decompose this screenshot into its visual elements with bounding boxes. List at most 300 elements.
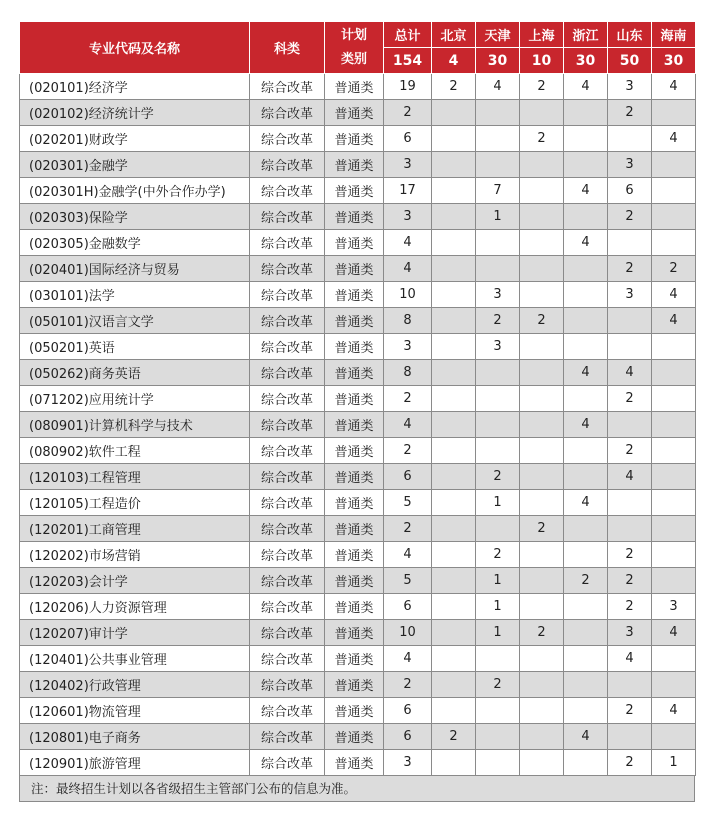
header-province-count: 30	[652, 48, 696, 74]
kind-cell: 综合改革	[250, 620, 325, 646]
table-row	[20, 308, 696, 334]
table-row	[20, 646, 696, 672]
plan-type-cell: 普通类	[325, 698, 384, 724]
major-name-cell: (120202)市场营销	[20, 542, 250, 568]
header-province-count: 30	[564, 48, 608, 74]
province-count-cell	[564, 698, 608, 724]
province-count-cell	[564, 750, 608, 776]
province-count-cell: 2	[608, 542, 652, 568]
province-count-cell	[520, 594, 564, 620]
table-row	[20, 724, 696, 750]
major-name-cell: (030101)法学	[20, 282, 250, 308]
major-name-cell: (120201)工商管理	[20, 516, 250, 542]
major-name-cell: (120601)物流管理	[20, 698, 250, 724]
province-count-cell: 3	[608, 282, 652, 308]
total-cell: 3	[384, 750, 432, 776]
header-total-value: 154	[384, 48, 432, 74]
kind-cell: 综合改革	[250, 204, 325, 230]
enrollment-table	[19, 21, 696, 776]
plan-type-cell: 普通类	[325, 360, 384, 386]
plan-type-cell: 普通类	[325, 126, 384, 152]
province-count-cell: 2	[476, 672, 520, 698]
kind-cell: 综合改革	[250, 152, 325, 178]
header-plan-line2: 类别	[340, 51, 367, 67]
table-row	[20, 100, 696, 126]
province-count-cell	[564, 438, 608, 464]
province-count-cell	[520, 542, 564, 568]
header-province: 天津	[476, 22, 520, 48]
kind-cell: 综合改革	[250, 646, 325, 672]
major-name-cell: (020301H)金融学(中外合作办学)	[20, 178, 250, 204]
major-name-cell: (050201)英语	[20, 334, 250, 360]
province-count-cell	[652, 178, 696, 204]
header-name: 专业代码及名称	[20, 22, 250, 74]
total-cell: 6	[384, 126, 432, 152]
province-count-cell	[432, 672, 476, 698]
province-count-cell	[476, 126, 520, 152]
province-count-cell	[476, 386, 520, 412]
table-row	[20, 412, 696, 438]
province-count-cell	[520, 724, 564, 750]
kind-cell: 综合改革	[250, 230, 325, 256]
plan-type-cell: 普通类	[325, 256, 384, 282]
province-count-cell	[432, 126, 476, 152]
province-count-cell	[520, 672, 564, 698]
province-count-cell	[476, 724, 520, 750]
province-count-cell	[564, 152, 608, 178]
province-count-cell	[608, 724, 652, 750]
province-count-cell: 4	[652, 282, 696, 308]
province-count-cell: 4	[564, 490, 608, 516]
province-count-cell	[564, 542, 608, 568]
province-count-cell	[520, 568, 564, 594]
table-row	[20, 620, 696, 646]
province-count-cell	[608, 308, 652, 334]
province-count-cell: 2	[476, 464, 520, 490]
major-name-cell: (071202)应用统计学	[20, 386, 250, 412]
total-cell: 4	[384, 646, 432, 672]
header-province: 北京	[432, 22, 476, 48]
province-count-cell	[520, 438, 564, 464]
kind-cell: 综合改革	[250, 698, 325, 724]
province-count-cell	[520, 412, 564, 438]
major-name-cell: (120206)人力资源管理	[20, 594, 250, 620]
province-count-cell	[432, 542, 476, 568]
kind-cell: 综合改革	[250, 594, 325, 620]
header-province-count: 30	[476, 48, 520, 74]
province-count-cell	[652, 516, 696, 542]
province-count-cell: 4	[564, 178, 608, 204]
province-count-cell: 2	[432, 724, 476, 750]
province-count-cell: 2	[520, 516, 564, 542]
kind-cell: 综合改革	[250, 542, 325, 568]
province-count-cell: 4	[564, 360, 608, 386]
table-row	[20, 542, 696, 568]
major-name-cell: (120103)工程管理	[20, 464, 250, 490]
table-row	[20, 672, 696, 698]
province-count-cell: 2	[432, 74, 476, 100]
province-count-cell	[432, 360, 476, 386]
kind-cell: 综合改革	[250, 438, 325, 464]
kind-cell: 综合改革	[250, 516, 325, 542]
major-name-cell: (120203)会计学	[20, 568, 250, 594]
province-count-cell: 2	[608, 594, 652, 620]
total-cell: 5	[384, 568, 432, 594]
plan-type-cell: 普通类	[325, 438, 384, 464]
plan-type-cell: 普通类	[325, 386, 384, 412]
table-header	[20, 22, 696, 74]
province-count-cell	[520, 152, 564, 178]
major-name-cell: (020301)金融学	[20, 152, 250, 178]
total-cell: 2	[384, 672, 432, 698]
province-count-cell	[652, 542, 696, 568]
header-province: 上海	[520, 22, 564, 48]
province-count-cell	[564, 464, 608, 490]
header-province-count: 50	[608, 48, 652, 74]
province-count-cell: 2	[608, 386, 652, 412]
major-name-cell: (050262)商务英语	[20, 360, 250, 386]
province-count-cell: 2	[520, 126, 564, 152]
kind-cell: 综合改革	[250, 464, 325, 490]
province-count-cell	[564, 256, 608, 282]
province-count-cell: 1	[476, 620, 520, 646]
total-cell: 4	[384, 230, 432, 256]
kind-cell: 综合改革	[250, 308, 325, 334]
province-count-cell	[652, 204, 696, 230]
province-count-cell	[432, 152, 476, 178]
major-name-cell: (020102)经济统计学	[20, 100, 250, 126]
table-row	[20, 126, 696, 152]
total-cell: 2	[384, 100, 432, 126]
plan-type-cell: 普通类	[325, 516, 384, 542]
province-count-cell	[432, 594, 476, 620]
province-count-cell: 3	[476, 282, 520, 308]
province-count-cell	[564, 126, 608, 152]
province-count-cell	[652, 386, 696, 412]
province-count-cell	[652, 438, 696, 464]
province-count-cell: 2	[564, 568, 608, 594]
major-name-cell: (020305)金融数学	[20, 230, 250, 256]
table-row	[20, 750, 696, 776]
enrollment-plan	[19, 21, 695, 802]
major-name-cell: (050101)汉语言文学	[20, 308, 250, 334]
province-count-cell	[652, 646, 696, 672]
kind-cell: 综合改革	[250, 412, 325, 438]
plan-type-cell: 普通类	[325, 490, 384, 516]
province-count-cell	[432, 464, 476, 490]
total-cell: 10	[384, 620, 432, 646]
province-count-cell	[652, 724, 696, 750]
province-count-cell: 4	[564, 412, 608, 438]
kind-cell: 综合改革	[250, 282, 325, 308]
province-count-cell	[608, 230, 652, 256]
total-cell: 6	[384, 594, 432, 620]
major-name-cell: (120401)公共事业管理	[20, 646, 250, 672]
header-province-count: 4	[432, 48, 476, 74]
province-count-cell	[564, 620, 608, 646]
province-count-cell: 4	[564, 230, 608, 256]
province-count-cell	[476, 360, 520, 386]
header-plan	[325, 22, 384, 74]
province-count-cell	[432, 698, 476, 724]
total-cell: 19	[384, 74, 432, 100]
province-count-cell	[432, 750, 476, 776]
major-name-cell: (080901)计算机科学与技术	[20, 412, 250, 438]
province-count-cell	[564, 100, 608, 126]
province-count-cell	[520, 360, 564, 386]
province-count-cell: 1	[476, 490, 520, 516]
header-total: 总计	[384, 22, 432, 48]
province-count-cell	[652, 672, 696, 698]
total-cell: 2	[384, 386, 432, 412]
province-count-cell: 4	[608, 360, 652, 386]
province-count-cell	[652, 360, 696, 386]
province-count-cell: 2	[520, 74, 564, 100]
total-cell: 6	[384, 724, 432, 750]
table-row	[20, 464, 696, 490]
total-cell: 3	[384, 334, 432, 360]
province-count-cell	[432, 256, 476, 282]
province-count-cell: 2	[476, 542, 520, 568]
province-count-cell	[520, 490, 564, 516]
province-count-cell	[476, 750, 520, 776]
kind-cell: 综合改革	[250, 672, 325, 698]
kind-cell: 综合改革	[250, 126, 325, 152]
province-count-cell	[432, 412, 476, 438]
province-count-cell: 2	[608, 568, 652, 594]
province-count-cell	[432, 334, 476, 360]
province-count-cell: 4	[564, 724, 608, 750]
total-cell: 4	[384, 256, 432, 282]
footnote: 注：最终招生计划以各省级招生主管部门公布的信息为准。	[19, 776, 695, 802]
province-count-cell	[520, 334, 564, 360]
major-name-cell: (120901)旅游管理	[20, 750, 250, 776]
province-count-cell	[520, 386, 564, 412]
province-count-cell: 4	[652, 74, 696, 100]
province-count-cell	[476, 516, 520, 542]
plan-type-cell: 普通类	[325, 204, 384, 230]
plan-type-cell: 普通类	[325, 724, 384, 750]
province-count-cell	[564, 672, 608, 698]
province-count-cell	[652, 230, 696, 256]
total-cell: 4	[384, 542, 432, 568]
province-count-cell	[652, 100, 696, 126]
province-count-cell	[520, 282, 564, 308]
plan-type-cell: 普通类	[325, 568, 384, 594]
table-row	[20, 152, 696, 178]
province-count-cell: 3	[608, 152, 652, 178]
province-count-cell	[564, 308, 608, 334]
province-count-cell: 6	[608, 178, 652, 204]
major-name-cell: (120402)行政管理	[20, 672, 250, 698]
plan-type-cell: 普通类	[325, 230, 384, 256]
province-count-cell	[432, 178, 476, 204]
province-count-cell	[520, 464, 564, 490]
plan-type-cell: 普通类	[325, 308, 384, 334]
header-province: 浙江	[564, 22, 608, 48]
plan-type-cell: 普通类	[325, 542, 384, 568]
major-name-cell: (120801)电子商务	[20, 724, 250, 750]
province-count-cell	[608, 126, 652, 152]
kind-cell: 综合改革	[250, 724, 325, 750]
table-row	[20, 178, 696, 204]
province-count-cell: 4	[608, 646, 652, 672]
plan-type-cell: 普通类	[325, 672, 384, 698]
header-province: 山东	[608, 22, 652, 48]
province-count-cell	[608, 412, 652, 438]
province-count-cell: 7	[476, 178, 520, 204]
province-count-cell: 4	[652, 698, 696, 724]
province-count-cell: 2	[608, 750, 652, 776]
kind-cell: 综合改革	[250, 750, 325, 776]
province-count-cell	[564, 282, 608, 308]
province-count-cell	[520, 698, 564, 724]
table-row	[20, 386, 696, 412]
province-count-cell	[652, 152, 696, 178]
total-cell: 2	[384, 438, 432, 464]
table-row	[20, 568, 696, 594]
province-count-cell	[520, 646, 564, 672]
major-name-cell: (020201)财政学	[20, 126, 250, 152]
kind-cell: 综合改革	[250, 334, 325, 360]
province-count-cell	[564, 516, 608, 542]
province-count-cell	[432, 490, 476, 516]
province-count-cell	[520, 256, 564, 282]
major-name-cell: (120207)审计学	[20, 620, 250, 646]
table-row	[20, 438, 696, 464]
province-count-cell	[564, 334, 608, 360]
table-row	[20, 698, 696, 724]
total-cell: 3	[384, 204, 432, 230]
province-count-cell	[432, 438, 476, 464]
province-count-cell	[432, 386, 476, 412]
major-name-cell: (020401)国际经济与贸易	[20, 256, 250, 282]
total-cell: 8	[384, 308, 432, 334]
province-count-cell	[652, 490, 696, 516]
province-count-cell: 3	[652, 594, 696, 620]
plan-type-cell: 普通类	[325, 594, 384, 620]
province-count-cell: 1	[476, 204, 520, 230]
province-count-cell	[432, 282, 476, 308]
plan-type-cell: 普通类	[325, 178, 384, 204]
province-count-cell	[476, 438, 520, 464]
table-row	[20, 360, 696, 386]
table-row	[20, 594, 696, 620]
province-count-cell: 3	[608, 620, 652, 646]
total-cell: 5	[384, 490, 432, 516]
province-count-cell: 2	[476, 308, 520, 334]
header-plan-line1: 计划	[340, 27, 367, 43]
province-count-cell	[432, 516, 476, 542]
table-row	[20, 334, 696, 360]
province-count-cell	[476, 412, 520, 438]
plan-type-cell: 普通类	[325, 750, 384, 776]
province-count-cell	[608, 490, 652, 516]
table-row	[20, 204, 696, 230]
plan-type-cell: 普通类	[325, 646, 384, 672]
province-count-cell	[608, 516, 652, 542]
major-name-cell: (120105)工程造价	[20, 490, 250, 516]
province-count-cell	[564, 386, 608, 412]
province-count-cell	[564, 646, 608, 672]
total-cell: 8	[384, 360, 432, 386]
province-count-cell: 4	[652, 620, 696, 646]
province-count-cell: 2	[652, 256, 696, 282]
plan-type-cell: 普通类	[325, 620, 384, 646]
province-count-cell: 2	[520, 620, 564, 646]
province-count-cell	[520, 100, 564, 126]
province-count-cell	[432, 230, 476, 256]
province-count-cell	[652, 412, 696, 438]
plan-type-cell: 普通类	[325, 464, 384, 490]
province-count-cell	[432, 308, 476, 334]
total-cell: 6	[384, 698, 432, 724]
total-cell: 6	[384, 464, 432, 490]
total-cell: 17	[384, 178, 432, 204]
province-count-cell	[432, 100, 476, 126]
province-count-cell	[564, 594, 608, 620]
province-count-cell: 4	[652, 308, 696, 334]
major-name-cell: (080902)软件工程	[20, 438, 250, 464]
province-count-cell	[432, 620, 476, 646]
province-count-cell	[432, 204, 476, 230]
province-count-cell: 1	[476, 594, 520, 620]
province-count-cell	[652, 464, 696, 490]
header-province: 海南	[652, 22, 696, 48]
province-count-cell: 2	[608, 100, 652, 126]
total-cell: 10	[384, 282, 432, 308]
province-count-cell	[608, 334, 652, 360]
province-count-cell	[476, 100, 520, 126]
plan-type-cell: 普通类	[325, 412, 384, 438]
province-count-cell: 2	[520, 308, 564, 334]
table-row	[20, 490, 696, 516]
total-cell: 3	[384, 152, 432, 178]
plan-type-cell: 普通类	[325, 152, 384, 178]
province-count-cell	[432, 568, 476, 594]
major-name-cell: (020101)经济学	[20, 74, 250, 100]
kind-cell: 综合改革	[250, 386, 325, 412]
province-count-cell: 3	[476, 334, 520, 360]
table-body	[20, 74, 696, 776]
province-count-cell: 2	[608, 204, 652, 230]
province-count-cell	[432, 646, 476, 672]
total-cell: 4	[384, 412, 432, 438]
kind-cell: 综合改革	[250, 256, 325, 282]
province-count-cell	[520, 750, 564, 776]
province-count-cell	[652, 568, 696, 594]
province-count-cell: 2	[608, 256, 652, 282]
plan-type-cell: 普通类	[325, 100, 384, 126]
table-row	[20, 282, 696, 308]
header-province-count: 10	[520, 48, 564, 74]
province-count-cell	[520, 204, 564, 230]
province-count-cell: 4	[476, 74, 520, 100]
plan-type-cell: 普通类	[325, 334, 384, 360]
province-count-cell	[476, 152, 520, 178]
total-cell: 2	[384, 516, 432, 542]
kind-cell: 综合改革	[250, 178, 325, 204]
header-kind: 科类	[250, 22, 325, 74]
kind-cell: 综合改革	[250, 360, 325, 386]
province-count-cell	[476, 646, 520, 672]
province-count-cell: 1	[652, 750, 696, 776]
kind-cell: 综合改革	[250, 100, 325, 126]
province-count-cell	[520, 230, 564, 256]
kind-cell: 综合改革	[250, 568, 325, 594]
table-row	[20, 256, 696, 282]
major-name-cell: (020303)保险学	[20, 204, 250, 230]
